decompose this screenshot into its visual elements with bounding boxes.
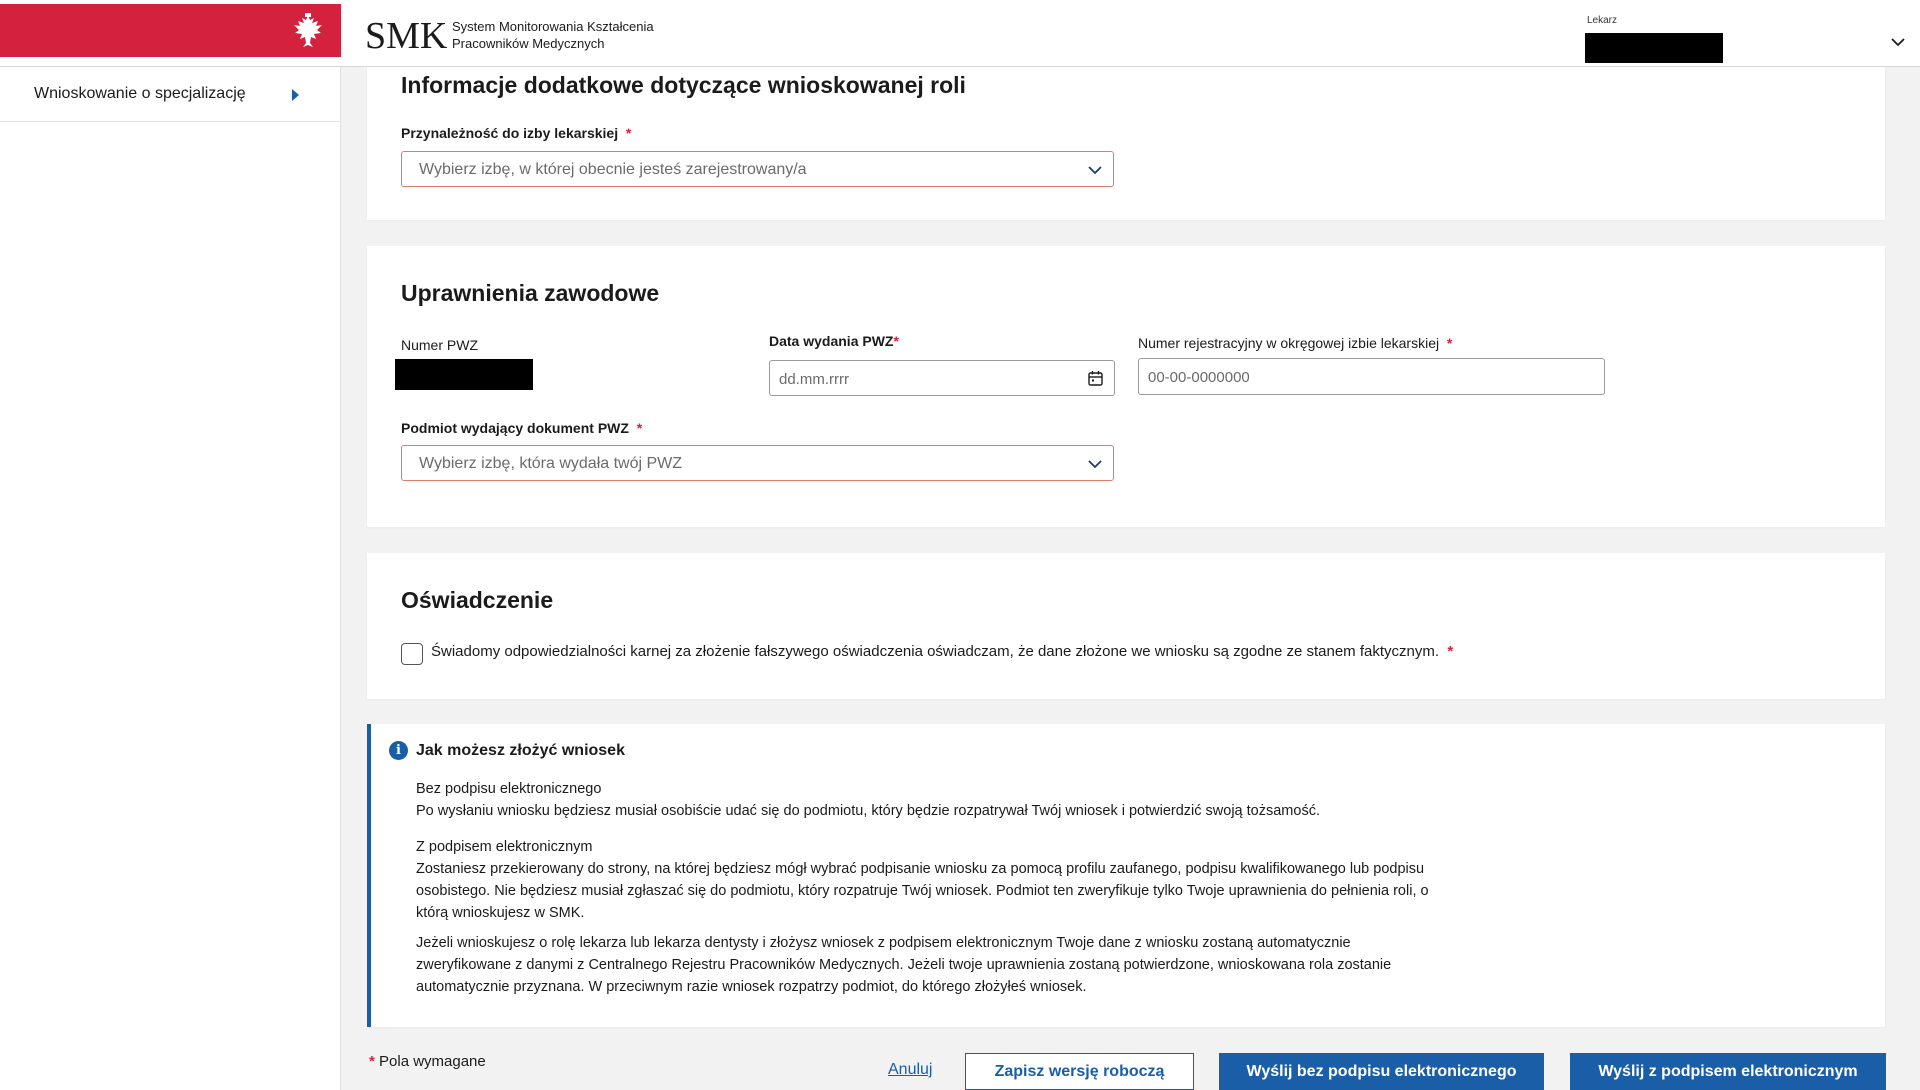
sidebar-item-wnioskowanie[interactable]: [0, 67, 341, 122]
smk-logo[interactable]: SMK: [365, 15, 448, 57]
chevron-down-icon: [1088, 163, 1102, 177]
polish-eagle-emblem: [290, 12, 326, 52]
info-paragraph-1: [416, 778, 1436, 822]
top-header: [0, 0, 1920, 67]
required-marker: *: [369, 1053, 375, 1070]
info-p2-text: Zostaniesz przekierowany do strony, na której będziesz mógł wybrać podpisanie wniosku za pomocą profilu zaufanego, podpisu kwalifikowanego lub podpisu osobistego. Nie będziesz musiał zgłaszać się do podmiotu, który rozpatruje Twój wniosek. Podmiot ten zweryfikuje tylko Twoje uprawnienia do pełnienia roli, o którą wnioskujesz w SMK.: [416, 861, 1429, 921]
required-fields-text: Pola wymagane: [379, 1053, 486, 1070]
flag-banner: [0, 4, 341, 57]
info-title: Jak możesz złożyć wniosek: [416, 742, 625, 759]
izba-label-text: Przynależność do izby lekarskiej: [401, 125, 619, 141]
sidebar: [0, 67, 341, 1090]
info-box: [367, 724, 1885, 1027]
data-wydania-placeholder: dd.mm.rrrr: [779, 371, 849, 388]
calendar-icon[interactable]: [1087, 370, 1104, 387]
sidebar-item-label: Wnioskowanie o specjalizację: [34, 85, 246, 102]
info-p1-title: Bez podpisu elektronicznego: [416, 781, 602, 797]
user-name-redacted: [1585, 33, 1723, 63]
send-with-signature-button[interactable]: Wyślij z podpisem elektronicznym: [1570, 1053, 1886, 1090]
chevron-down-icon[interactable]: [1890, 34, 1906, 50]
numer-rej-input[interactable]: [1138, 358, 1605, 395]
statement-text: [431, 643, 1453, 660]
system-name: [452, 18, 654, 52]
caret-right-icon: [292, 89, 299, 101]
required-fields-note: [369, 1053, 486, 1070]
statement-checkbox[interactable]: [401, 643, 423, 665]
data-wydania-input[interactable]: [769, 360, 1115, 396]
section-title: Informacje dodatkowe dotyczące wnioskowanej roli: [401, 72, 966, 98]
section-professional-rights: [367, 246, 1885, 527]
podmiot-label-text: Podmiot wydający dokument PWZ: [401, 420, 629, 436]
podmiot-label: [401, 420, 642, 436]
section-title: Oświadczenie: [401, 587, 554, 613]
data-wydania-label-text: Data wydania PWZ: [769, 333, 894, 349]
podmiot-select[interactable]: [401, 445, 1114, 481]
info-p2-title: Z podpisem elektronicznym: [416, 839, 593, 855]
required-marker: *: [1443, 643, 1454, 660]
izba-field-label: [401, 125, 631, 141]
info-paragraph-2: [416, 836, 1436, 924]
numer-pwz-label: Numer PWZ: [401, 337, 478, 353]
numer-rej-label: [1138, 335, 1452, 351]
system-name-line1: System Monitorowania Kształcenia: [452, 19, 654, 34]
required-marker: *: [622, 125, 632, 141]
cancel-link[interactable]: Anuluj: [888, 1061, 933, 1078]
chevron-down-icon: [1088, 457, 1102, 471]
save-draft-button[interactable]: Zapisz wersję roboczą: [965, 1053, 1194, 1090]
section-additional-info: [367, 67, 1885, 220]
izba-select-placeholder: Wybierz izbę, w której obecnie jesteś zarejestrowany/a: [419, 161, 807, 178]
info-paragraph-3: Jeżeli wnioskujesz o rolę lekarza lub lekarza dentysty i złożysz wniosek z podpisem elektronicznym Twoje dane z wniosku zostaną automatycznie zweryfikowane z danymi z Centralnego Rejestru Pracowników Medycznych. Jeżeli twoje uprawnienia zostaną potwierdzone, wnioskowana rola zostanie automatycznie przyznana. W przeciwnym razie wniosek rozpatrzy podmiot, do którego złożyłeś wniosek.: [416, 935, 1392, 995]
required-marker: *: [632, 420, 643, 436]
numer-rej-placeholder: 00-00-0000000: [1148, 369, 1250, 386]
numer-pwz-value-redacted: [395, 359, 533, 390]
numer-rej-label-text: Numer rejestracyjny w okręgowej izbie lekarskiej: [1138, 335, 1440, 351]
data-wydania-label: [769, 333, 899, 349]
role-label: Lekarz: [1587, 15, 1618, 26]
section-title: Uprawnienia zawodowe: [401, 280, 660, 306]
podmiot-select-placeholder: Wybierz izbę, która wydała twój PWZ: [419, 455, 683, 472]
send-without-signature-button[interactable]: Wyślij bez podpisu elektronicznego: [1219, 1053, 1544, 1090]
section-statement: [367, 553, 1885, 699]
system-name-line2: Pracowników Medycznych: [452, 36, 605, 51]
izba-select[interactable]: [401, 151, 1114, 187]
required-marker: *: [893, 333, 899, 349]
statement-label: Świadomy odpowiedzialności karnej za złożenie fałszywego oświadczenia oświadczam, że dane złożone we wniosku są zgodne ze stanem faktycznym.: [431, 643, 1440, 660]
required-marker: *: [1443, 335, 1453, 351]
info-icon: i: [389, 741, 408, 760]
info-p1-text: Po wysłaniu wniosku będziesz musiał osobiście udać się do podmiotu, który będzie rozpatrywał Twój wniosek i potwierdzić swoją tożsamość.: [416, 803, 1320, 819]
